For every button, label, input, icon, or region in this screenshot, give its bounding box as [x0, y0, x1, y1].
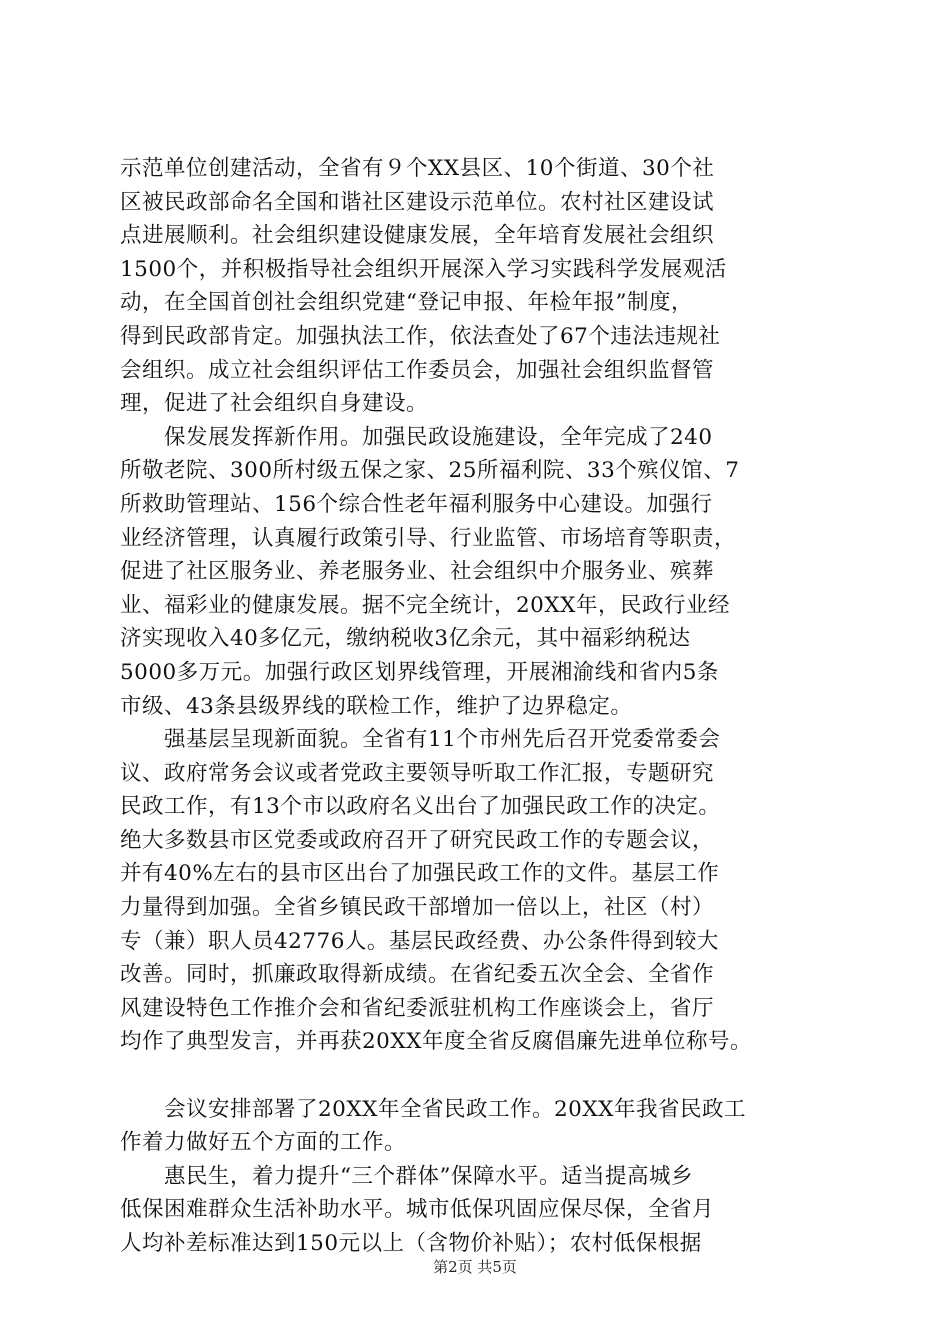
- text-line: 示范单位创建活动，全省有９个XX县区、10个街道、30个社: [120, 156, 715, 181]
- text-line: 民政工作，有13个市以政府名义出台了加强民政工作的决定。: [120, 794, 721, 820]
- page-number-footer: 第2页 共5页: [433, 1258, 517, 1276]
- text-line: 1500个，并积极指导社会组织开展深入学习实践科学发展观活: [120, 256, 727, 282]
- text-line: 专（兼）职人员42776人。基层民政经费、办公条件得到较大: [120, 928, 719, 954]
- text-line: 5000多万元。加强行政区划界线管理，开展湘渝线和省内5条: [120, 659, 719, 685]
- text-line: 区被民政部命名全国和谐社区建设示范单位。农村社区建设试: [120, 189, 715, 215]
- text-line: 议、政府常务会议或者党政主要领导听取工作汇报，专题研究: [120, 760, 715, 786]
- text-line: 理，促进了社会组织自身建设。: [120, 391, 429, 417]
- text-line: 保发展发挥新作用。加强民政设施建设，全年完成了240: [164, 424, 713, 450]
- text-line: 会议安排部署了20XX年全省民政工作。20XX年我省民政工: [164, 1096, 746, 1122]
- text-line: 绝大多数县市区党委或政府召开了研究民政工作的专题会议，: [120, 827, 715, 853]
- text-line: 业、福彩业的健康发展。据不完全统计，20XX年，民政行业经: [120, 592, 730, 618]
- text-line: 低保困难群众生活补助水平。城市低保巩固应保尽保，全省月: [120, 1197, 715, 1223]
- text-line: 作着力做好五个方面的工作。: [120, 1130, 407, 1156]
- paragraph-development: [120, 421, 832, 723]
- paragraph-spacer: [120, 1059, 832, 1093]
- text-line: 并有40%左右的县市区出台了加强民政工作的文件。基层工作: [120, 861, 720, 887]
- text-line: 风建设特色工作推介会和省纪委派驻机构工作座谈会上，省厅: [120, 995, 715, 1021]
- paragraph-social-organizations: [120, 152, 832, 421]
- text-line: 得到民政部肯定。加强执法工作，依法查处了67个违法违规社: [120, 323, 721, 349]
- text-line: 改善。同时，抓廉政取得新成绩。在省纪委五次全会、全省作: [120, 962, 715, 988]
- text-line: 点进展顺利。社会组织建设健康发展，全年培育发展社会组织: [120, 223, 715, 249]
- text-line: 促进了社区服务业、养老服务业、社会组织中介服务业、殡葬: [120, 559, 715, 585]
- text-line: 市级、43条县级界线的联检工作，维护了边界稳定。: [120, 693, 633, 719]
- text-line: 惠民生，着力提升“三个群体”保障水平。适当提高城乡: [164, 1163, 693, 1189]
- text-line: 强基层呈现新面貌。全省有11个市州先后召开党委常委会: [164, 727, 721, 753]
- text-line: 所敬老院、300所村级五保之家、25所福利院、33个殡仪馆、7: [120, 458, 740, 484]
- text-line: 人均补差标准达到150元以上（含物价补贴）；农村低保根据: [120, 1231, 702, 1256]
- text-line: 会组织。成立社会组织评估工作委员会，加强社会组织监督管: [120, 357, 715, 383]
- paragraph-livelihood: [120, 1160, 832, 1261]
- text-line: 均作了典型发言，并再获20XX年度全省反腐倡廉先进单位称号。: [120, 1029, 752, 1055]
- text-line: 济实现收入40多亿元，缴纳税收3亿余元，其中福彩纳税达: [120, 626, 691, 652]
- text-line: 所救助管理站、156个综合性老年福利服务中心建设。加强行: [120, 491, 713, 517]
- paragraph-grassroots: [120, 723, 832, 1059]
- text-line: 业经济管理，认真履行政策引导、行业监管、市场培育等职责，: [120, 525, 737, 551]
- text-line: 力量得到加强。全省乡镇民政干部增加一倍以上，社区（村）: [120, 895, 715, 921]
- document-body: [120, 152, 832, 1261]
- paragraph-meeting: [120, 1093, 832, 1160]
- text-line: 动，在全国首创社会组织党建“登记申报、年检年报”制度，: [120, 290, 693, 316]
